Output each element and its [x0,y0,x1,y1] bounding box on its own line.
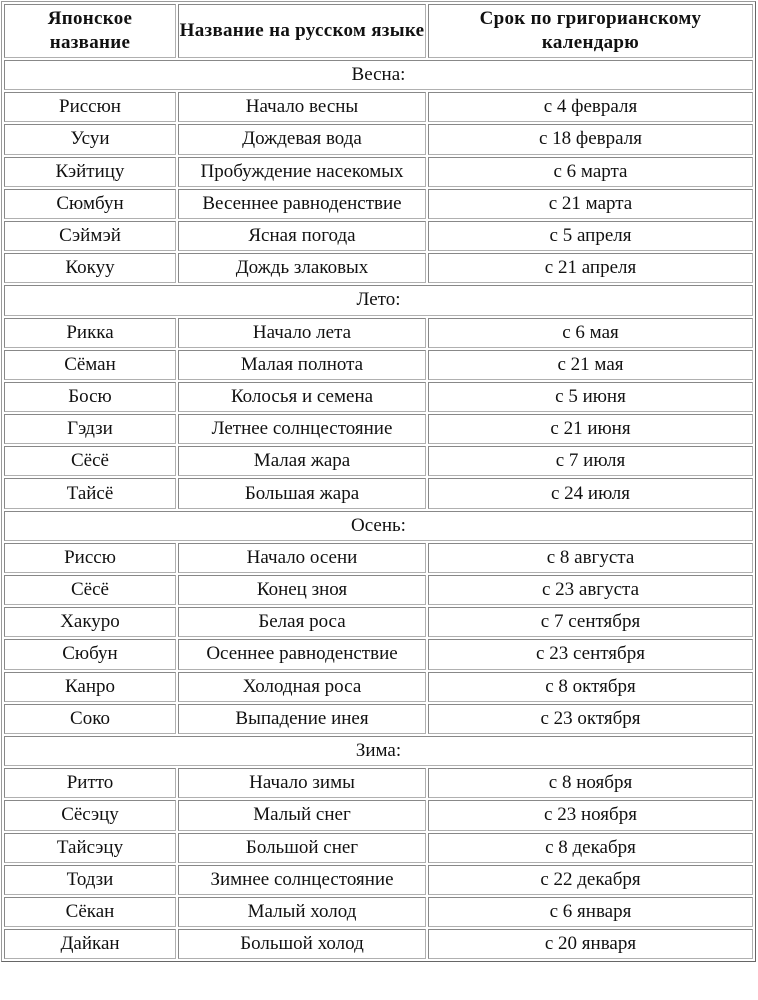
table-row [4,704,753,734]
table-row [4,833,753,863]
date-cell: с 7 сентября [428,607,753,637]
russian-name-cell: Ясная погода [178,221,426,251]
russian-name-cell: Большая жара [178,478,426,508]
japanese-name-cell: Сюмбун [4,189,176,219]
date-cell: с 22 декабря [428,865,753,895]
russian-name-cell: Малая жара [178,446,426,476]
section-row [4,511,753,541]
date-cell: с 8 ноября [428,768,753,798]
date-cell: с 23 октября [428,704,753,734]
table-row [4,92,753,122]
japanese-name-cell: Сёкан [4,897,176,927]
date-cell: с 6 марта [428,157,753,187]
russian-name-cell: Дождь злаковых [178,253,426,283]
japanese-name-cell: Дайкан [4,929,176,959]
date-cell: с 23 сентября [428,639,753,669]
table-row [4,897,753,927]
japanese-name-cell: Соко [4,704,176,734]
russian-name-cell: Конец зноя [178,575,426,605]
date-cell: с 18 февраля [428,124,753,154]
japanese-name-cell: Канро [4,672,176,702]
date-cell: с 5 июня [428,382,753,412]
header-russian-name: Название на русском языке [178,4,426,58]
table-row [4,414,753,444]
japanese-name-cell: Кэйтицу [4,157,176,187]
date-cell: с 21 марта [428,189,753,219]
table-row [4,575,753,605]
russian-name-cell: Начало осени [178,543,426,573]
date-cell: с 21 мая [428,350,753,380]
table-body [4,60,753,959]
japanese-name-cell: Риссюн [4,92,176,122]
japanese-name-cell: Сюбун [4,639,176,669]
russian-name-cell: Холодная роса [178,672,426,702]
russian-name-cell: Малый холод [178,897,426,927]
japanese-name-cell: Сёсё [4,446,176,476]
date-cell: с 23 августа [428,575,753,605]
table-row [4,672,753,702]
japanese-name-cell: Сэймэй [4,221,176,251]
russian-name-cell: Колосья и семена [178,382,426,412]
russian-name-cell: Весеннее равноденствие [178,189,426,219]
japanese-name-cell: Кокуу [4,253,176,283]
section-row [4,60,753,90]
date-cell: с 20 января [428,929,753,959]
date-cell: с 21 апреля [428,253,753,283]
table-row [4,929,753,959]
sekki-table [1,1,756,962]
japanese-name-cell: Сёман [4,350,176,380]
table-row [4,124,753,154]
japanese-name-cell: Тайсэцу [4,833,176,863]
table-row [4,800,753,830]
table-row [4,607,753,637]
header-row [4,4,753,58]
russian-name-cell: Начало зимы [178,768,426,798]
table-row [4,318,753,348]
russian-name-cell: Большой холод [178,929,426,959]
table-row [4,382,753,412]
date-cell: с 6 января [428,897,753,927]
japanese-name-cell: Тайсё [4,478,176,508]
date-cell: с 8 августа [428,543,753,573]
table-row [4,189,753,219]
russian-name-cell: Белая роса [178,607,426,637]
russian-name-cell: Осеннее равноденствие [178,639,426,669]
date-cell: с 8 октября [428,672,753,702]
russian-name-cell: Летнее солнцестояние [178,414,426,444]
russian-name-cell: Начало лета [178,318,426,348]
section-title: Зима: [4,736,753,766]
date-cell: с 7 июля [428,446,753,476]
table-row [4,865,753,895]
japanese-name-cell: Хакуро [4,607,176,637]
table-row [4,768,753,798]
japanese-name-cell: Тодзи [4,865,176,895]
section-title: Лето: [4,285,753,315]
table-row [4,350,753,380]
japanese-name-cell: Риссю [4,543,176,573]
section-title: Весна: [4,60,753,90]
russian-name-cell: Большой снег [178,833,426,863]
table-row [4,253,753,283]
russian-name-cell: Малая полнота [178,350,426,380]
russian-name-cell: Малый снег [178,800,426,830]
japanese-name-cell: Сёсё [4,575,176,605]
russian-name-cell: Зимнее солнцестояние [178,865,426,895]
japanese-name-cell: Усуи [4,124,176,154]
table-row [4,543,753,573]
section-title: Осень: [4,511,753,541]
japanese-name-cell: Гэдзи [4,414,176,444]
section-row [4,285,753,315]
table-row [4,446,753,476]
table-row [4,639,753,669]
date-cell: с 24 июля [428,478,753,508]
japanese-name-cell: Ритто [4,768,176,798]
russian-name-cell: Пробуждение насекомых [178,157,426,187]
date-cell: с 21 июня [428,414,753,444]
date-cell: с 4 февраля [428,92,753,122]
japanese-name-cell: Сёсэцу [4,800,176,830]
table-row [4,221,753,251]
header-gregorian-date: Срок по григорианскому календарю [428,4,753,58]
date-cell: с 6 мая [428,318,753,348]
russian-name-cell: Дождевая вода [178,124,426,154]
date-cell: с 23 ноября [428,800,753,830]
table-row [4,478,753,508]
russian-name-cell: Начало весны [178,92,426,122]
section-row [4,736,753,766]
japanese-name-cell: Босю [4,382,176,412]
date-cell: с 5 апреля [428,221,753,251]
date-cell: с 8 декабря [428,833,753,863]
table-row [4,157,753,187]
russian-name-cell: Выпадение инея [178,704,426,734]
japanese-name-cell: Рикка [4,318,176,348]
header-japanese-name: Японское название [4,4,176,58]
